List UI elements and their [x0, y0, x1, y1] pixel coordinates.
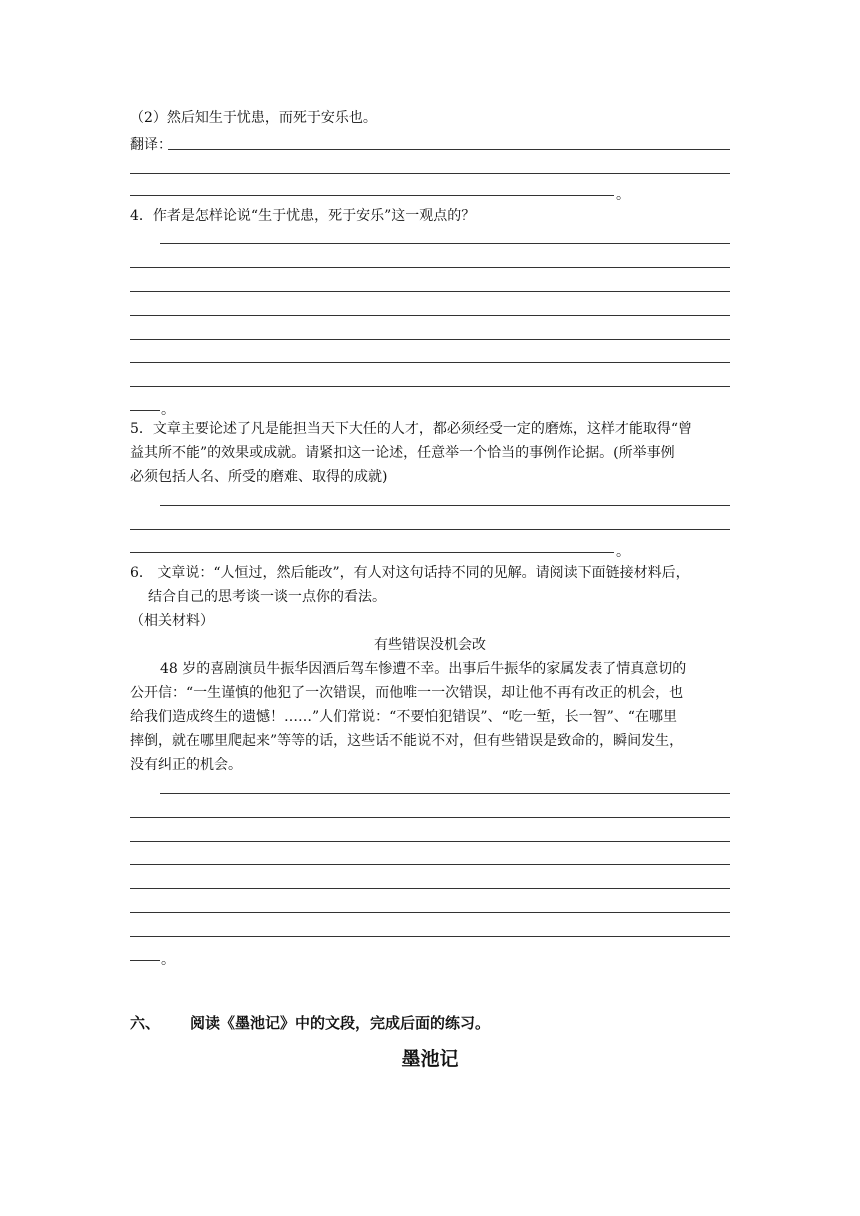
answer-line[interactable] [130, 817, 730, 818]
q4-question: 4．作者是怎样论说“生于忧患，死于安乐”这一观点的？ [130, 208, 476, 224]
material-paragraph-line: 公开信：“一生谨慎的他犯了一次错误，而他唯一一次错误，却让他不再有改正的机会，也 [130, 685, 684, 701]
answer-line[interactable] [130, 362, 730, 363]
article-title: 墨池记 [401, 1048, 459, 1070]
answer-line[interactable] [130, 888, 730, 889]
material-paragraph-line: 48 岁的喜剧演员牛振华因酒后驾车惨遭不幸。出事后牛振华的家属发表了情真意切的 [160, 661, 687, 677]
answer-line[interactable] [160, 243, 730, 244]
answer-line[interactable] [130, 410, 160, 411]
answer-line[interactable] [130, 912, 730, 913]
answer-line[interactable] [130, 529, 730, 530]
period-mark: 。 [616, 187, 630, 203]
material-label: （相关材料） [130, 613, 214, 629]
answer-line[interactable] [130, 960, 160, 961]
q5-line-2: 益其所不能”的效果或成就。请紧扣这一论述，任意举一个恰当的事例作论据。(所举事例 [130, 445, 675, 461]
period-mark: 。 [616, 544, 630, 560]
section-heading: 阅读《墨池记》中的文段，完成后面的练习。 [190, 1014, 491, 1032]
q6-line-2: 结合自己的思考谈一谈一点你的看法。 [148, 589, 386, 605]
q5-line-3: 必须包括人名、所受的磨难、取得的成就) [130, 469, 388, 485]
section-number: 六、 [130, 1014, 161, 1032]
answer-line[interactable] [130, 315, 730, 316]
answer-line[interactable] [130, 267, 730, 268]
material-title: 有些错误没机会改 [374, 637, 486, 653]
material-paragraph-line: 摔倒，就在哪里爬起来”等等的话，这些话不能说不对，但有些错误是致命的，瞬间发生， [130, 733, 684, 749]
material-paragraph-line: 给我们造成终生的遗憾！……”人们常说：“不要怕犯错误”、“吃一堑，长一智”、“在哪里 [130, 709, 677, 725]
q6-line-1: 6． 文章说：“人恒过，然后能改”，有人对这句话持不同的见解。请阅读下面链接材料后， [130, 565, 690, 581]
period-mark: 。 [161, 402, 175, 418]
answer-line[interactable] [130, 339, 730, 340]
answer-line[interactable] [160, 793, 730, 794]
answer-line[interactable] [130, 864, 730, 865]
translate-label: 翻译： [130, 137, 172, 153]
answer-line[interactable] [130, 386, 730, 387]
answer-line[interactable] [160, 505, 730, 506]
answer-line[interactable] [130, 291, 730, 292]
answer-line[interactable] [130, 195, 614, 196]
period-mark: 。 [161, 952, 175, 968]
q5-line-1: 5．文章主要论述了凡是能担当天下大任的人才，都必须经受一定的磨炼，这样才能取得“曾 [130, 421, 693, 437]
q3-item2-sentence: （2）然后知生于忧患，而死于安乐也。 [130, 110, 377, 126]
answer-line[interactable] [130, 173, 730, 174]
material-paragraph-line: 没有纠正的机会。 [130, 757, 242, 773]
answer-line[interactable] [130, 841, 730, 842]
answer-line[interactable] [130, 552, 614, 553]
answer-line[interactable] [130, 936, 730, 937]
answer-line[interactable] [168, 149, 730, 150]
